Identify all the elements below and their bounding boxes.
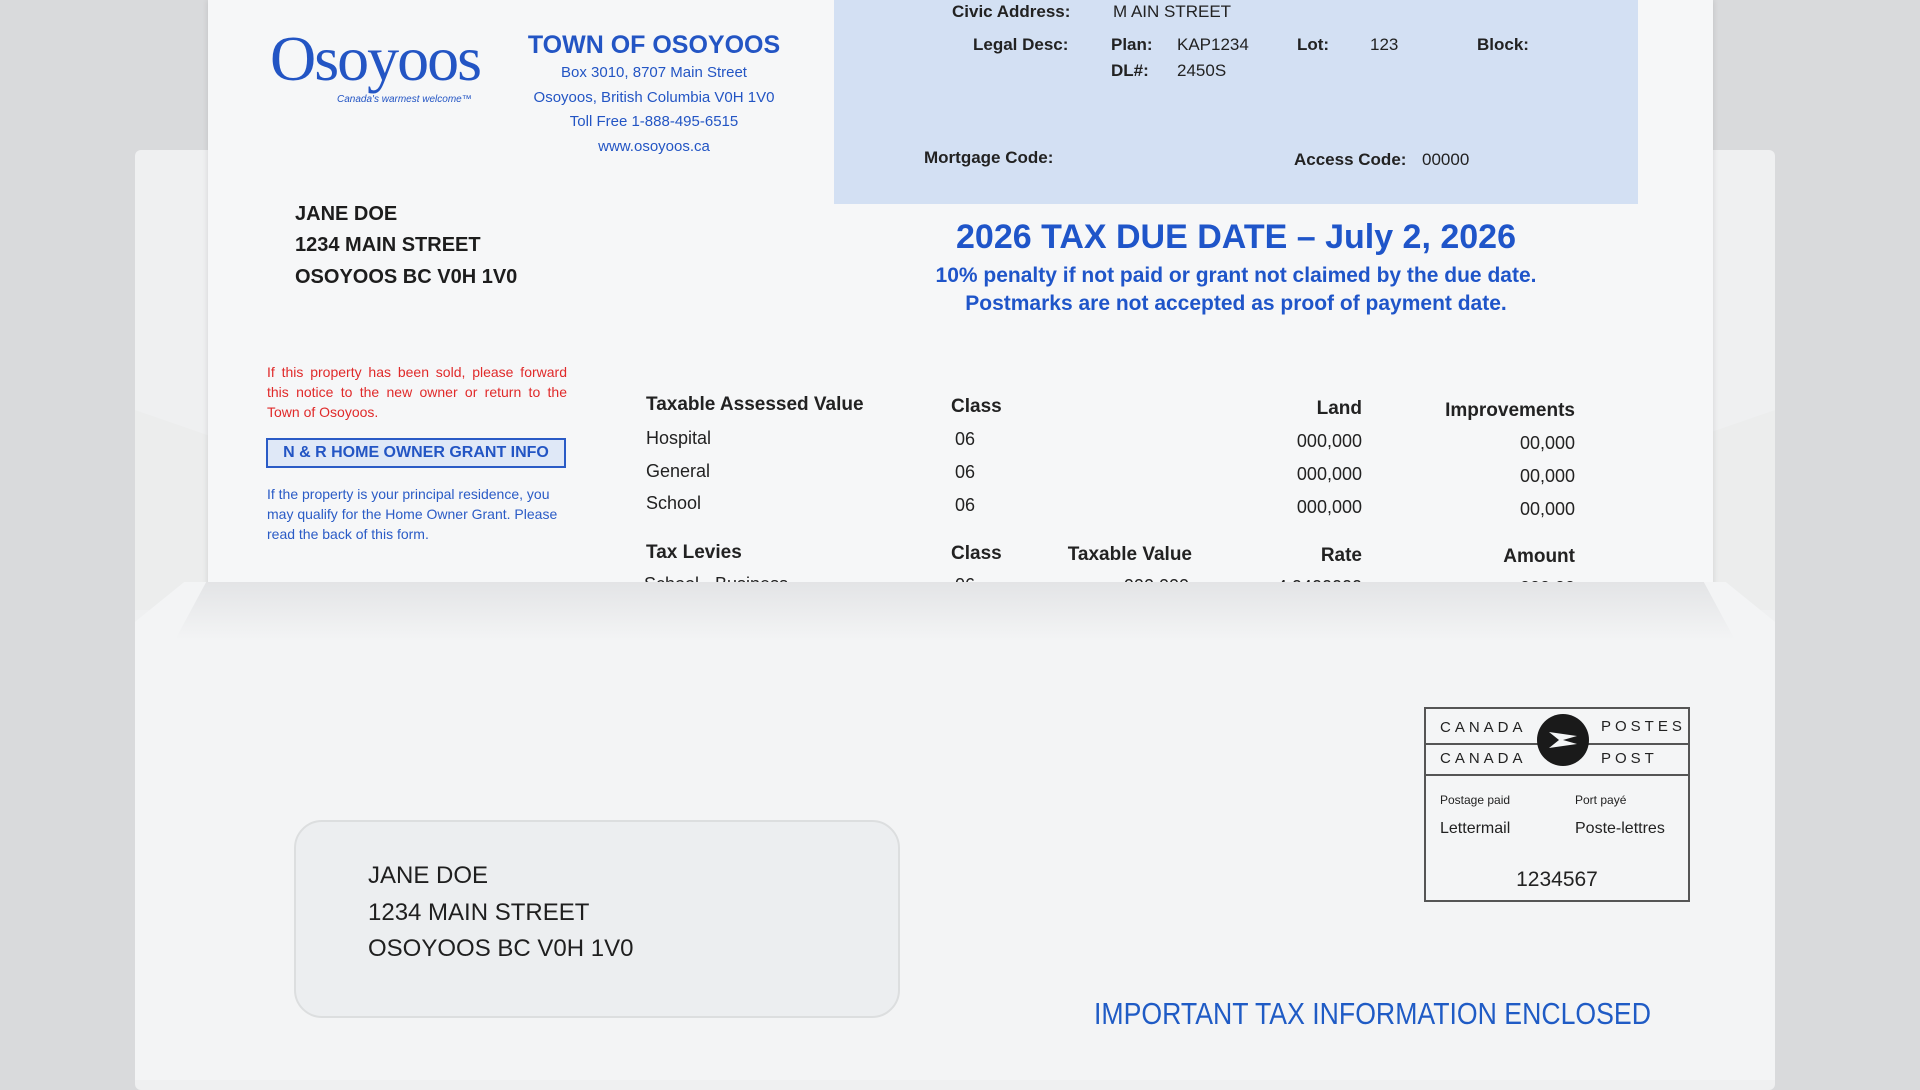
- assessed-header-class: Class: [951, 396, 1002, 417]
- assessed-row-land: 000,000: [1296, 464, 1362, 484]
- stamp-postes: POSTES: [1601, 718, 1686, 735]
- block-label: Block:: [1477, 35, 1529, 54]
- assessed-row-class: 06: [955, 495, 976, 515]
- assessed-row-improvements: 00,000: [1519, 433, 1575, 453]
- stamp-number: 1234567: [1516, 868, 1598, 891]
- assessed-row-improvements: 00,000: [1519, 466, 1575, 486]
- recipient-city: OSOYOOS BC V0H 1V0: [295, 266, 518, 288]
- assessed-row-name: Hospital: [646, 428, 712, 448]
- legal-desc-label: Legal Desc:: [973, 35, 1069, 54]
- town-title: TOWN OF OSOYOOS: [527, 31, 781, 59]
- dl-label: DL#:: [1111, 61, 1149, 80]
- recipient-name: JANE DOE: [295, 203, 398, 225]
- levies-header-taxable: Taxable Value: [1067, 544, 1192, 565]
- plan-value: KAP1234: [1177, 35, 1249, 54]
- stamp-port-paye: Port payé: [1575, 793, 1627, 807]
- stamp-lettermail: Lettermail: [1440, 820, 1511, 837]
- mortgage-code-label: Mortgage Code:: [924, 148, 1054, 167]
- due-date-title: 2026 TAX DUE DATE – July 2, 2026: [956, 218, 1516, 256]
- assessed-header-name: Taxable Assessed Value: [646, 394, 864, 415]
- penalty-note: 10% penalty if not paid or grant not claimed by the due date.: [935, 264, 1537, 287]
- assessed-row-land: 000,000: [1296, 431, 1362, 451]
- logo-tagline: Canada's warmest welcome™: [337, 94, 472, 105]
- assessed-row-land: 000,000: [1296, 497, 1362, 517]
- stamp-poste-lettres: Poste-lettres: [1575, 820, 1665, 837]
- lot-label: Lot:: [1297, 35, 1330, 54]
- canada-post-logo-icon: [1537, 714, 1589, 766]
- assessed-row-name: General: [646, 461, 711, 481]
- assessed-header-improvements: Improvements: [1445, 400, 1575, 421]
- home-owner-grant-button[interactable]: N & R HOME OWNER GRANT INFO: [266, 438, 566, 468]
- window-name: JANE DOE: [368, 862, 489, 889]
- assessed-row-class: 06: [955, 429, 976, 449]
- town-tollfree: Toll Free 1-888-495-6515: [569, 113, 739, 130]
- town-address-line1: Box 3010, 8707 Main Street: [561, 64, 747, 81]
- town-website[interactable]: www.osoyoos.ca: [598, 138, 710, 155]
- window-city: OSOYOOS BC V0H 1V0: [368, 935, 634, 962]
- civic-address-value: M AIN STREET: [1113, 2, 1232, 21]
- access-code-label: Access Code:: [1294, 150, 1407, 169]
- stamp-post: POST: [1601, 750, 1658, 767]
- civic-address-label: Civic Address:: [952, 2, 1071, 21]
- stamp-divider: [1424, 774, 1690, 776]
- levies-header-class: Class: [951, 543, 1002, 564]
- sold-property-note: If this property has been sold, please forward this notice to the new owner or return to the Town of Osoyoos.: [267, 364, 567, 420]
- dl-value: 2450S: [1177, 61, 1227, 80]
- assessed-row-improvements: 00,000: [1519, 499, 1575, 519]
- stamp-canada-top: CANADA: [1440, 719, 1527, 736]
- stamp-postage-paid: Postage paid: [1440, 793, 1511, 807]
- envelope-front-edge: [175, 582, 1735, 640]
- assessed-row-name: School: [646, 493, 702, 513]
- levies-header-amount: Amount: [1503, 546, 1575, 567]
- postmark-note: Postmarks are not accepted as proof of payment date.: [965, 292, 1507, 315]
- property-info-box: [834, 0, 1638, 204]
- recipient-street: 1234 MAIN STREET: [295, 234, 481, 256]
- window-street: 1234 MAIN STREET: [368, 899, 590, 926]
- osoyoos-logo: Osoyoos: [270, 23, 481, 94]
- assessed-row-class: 06: [955, 462, 976, 482]
- lot-value: 123: [1370, 35, 1399, 54]
- assessed-header-land: Land: [1316, 398, 1362, 419]
- access-code-value: 00000: [1422, 150, 1470, 169]
- grant-eligibility-note: If the property is your principal residence, you may qualify for the Home Owner Grant. Please read the back of this form.: [267, 486, 558, 542]
- important-tax-info-label: IMPORTANT TAX INFORMATION ENCLOSED: [1094, 996, 1651, 1031]
- levies-header-rate: Rate: [1320, 545, 1362, 566]
- plan-label: Plan:: [1111, 35, 1153, 54]
- stamp-canada-bottom: CANADA: [1440, 750, 1527, 767]
- levies-header-name: Tax Levies: [646, 542, 742, 563]
- town-address-line2: Osoyoos, British Columbia V0H 1V0: [533, 89, 775, 106]
